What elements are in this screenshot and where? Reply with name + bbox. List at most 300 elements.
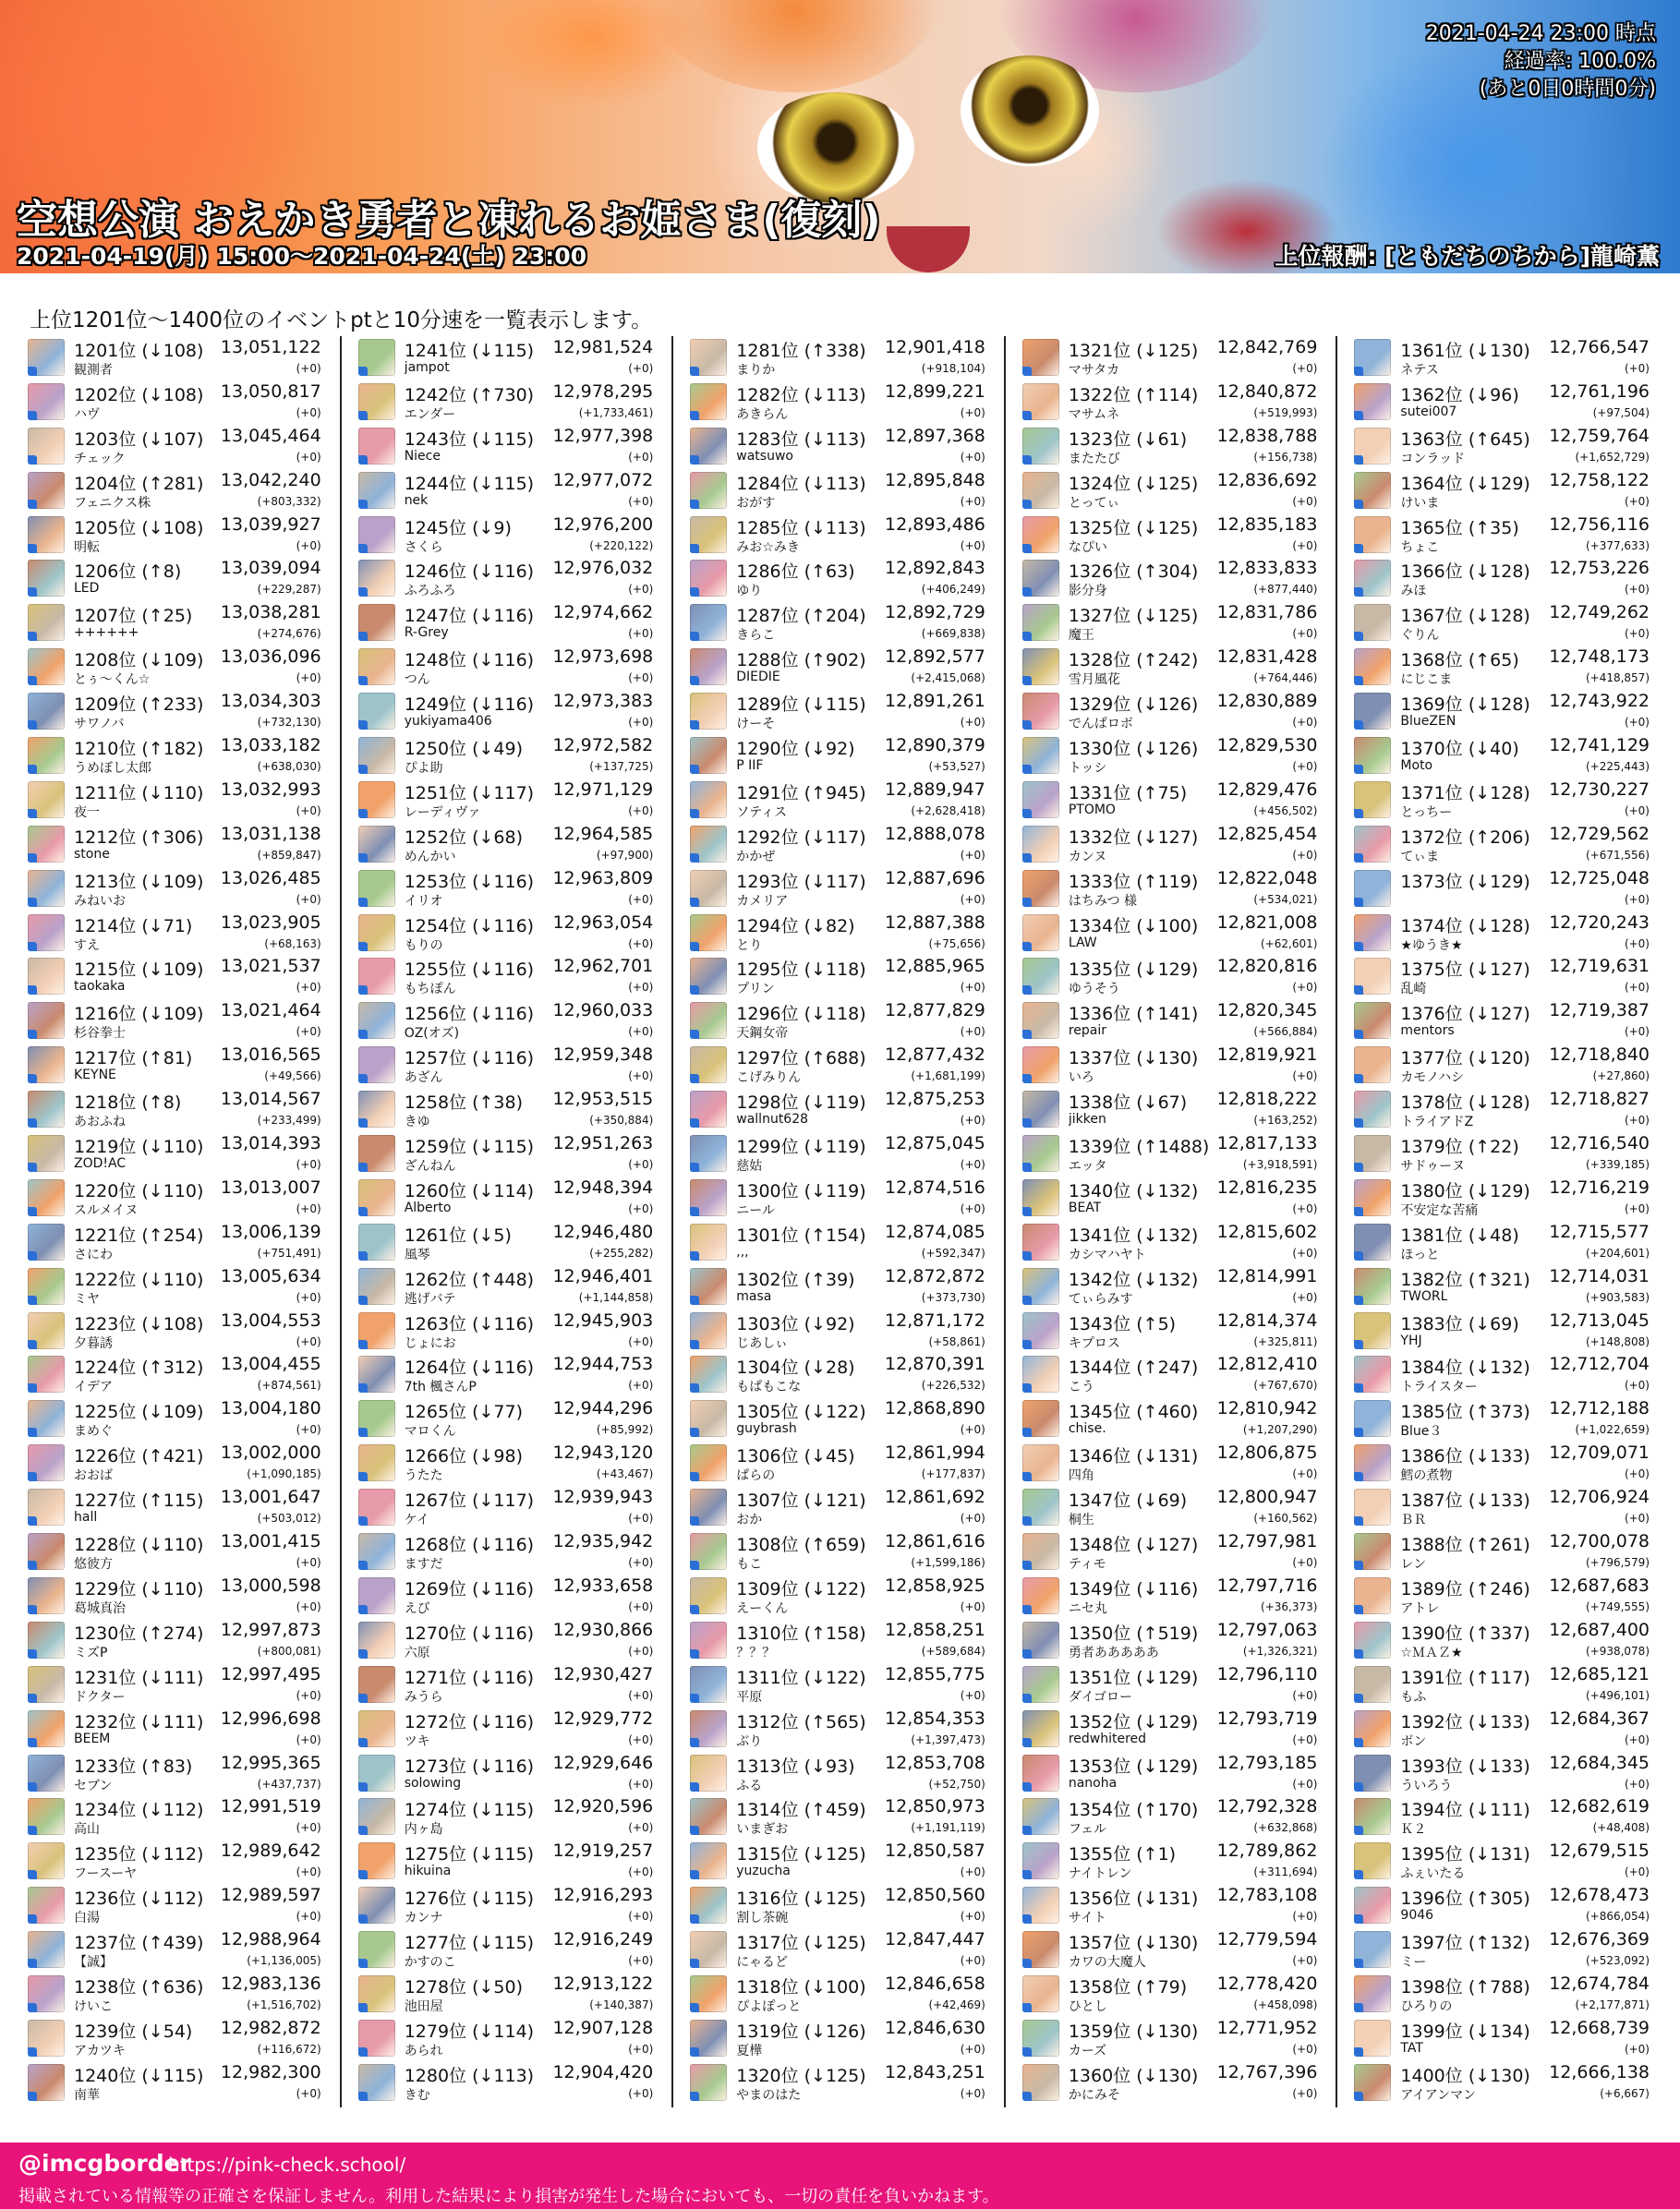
avatar	[358, 1135, 395, 1172]
points-delta: (+204,601)	[1585, 1246, 1650, 1260]
avatar	[1022, 1400, 1059, 1437]
points-delta: (+0)	[296, 1688, 321, 1702]
ranking-entry	[1006, 336, 1336, 380]
player-name: 南華	[74, 2087, 100, 2103]
ranking-entry	[1337, 469, 1668, 513]
ranking-entry	[24, 1708, 340, 1752]
points-delta: (+0)	[296, 1290, 321, 1304]
points-delta: (+0)	[960, 1865, 985, 1879]
banner-art-hair	[647, 0, 942, 92]
avatar	[28, 781, 65, 818]
points-delta: (+0)	[1292, 538, 1318, 552]
points-delta: (+0)	[1292, 1467, 1318, 1481]
avatar	[1022, 1002, 1059, 1039]
player-name: みほ	[1400, 584, 1427, 599]
avatar	[1354, 1931, 1391, 1968]
rank-label: 1294位 (↓82)	[736, 915, 855, 936]
rank-label: 1335位 (↓129)	[1068, 960, 1199, 981]
ranking-entry	[1006, 1442, 1336, 1486]
rank-label: 1392位 (↓133)	[1400, 1711, 1530, 1732]
player-name: かにみそ	[1068, 2087, 1120, 2103]
avatar	[1354, 1577, 1391, 1614]
avatar	[1022, 914, 1059, 951]
event-points: 12,989,597	[220, 1885, 321, 1906]
rank-label: 1224位 (↑312)	[74, 1358, 204, 1379]
event-points: 12,767,396	[1216, 2061, 1318, 2082]
avatar	[690, 428, 727, 465]
player-name: すえ	[74, 937, 100, 953]
avatar	[358, 737, 395, 774]
avatar	[690, 1179, 727, 1216]
rank-label: 1239位 (↓54)	[74, 2021, 193, 2042]
ranking-entry	[1006, 1884, 1336, 1928]
points-delta: (+140,387)	[589, 1998, 654, 2011]
event-points: 12,678,473	[1549, 1885, 1650, 1906]
avatar	[28, 1710, 65, 1747]
ranking-entry	[24, 646, 340, 690]
event-points: 12,846,658	[885, 1973, 985, 1994]
ranking-entry	[1006, 779, 1336, 823]
points-delta: (+0)	[1292, 1688, 1318, 1702]
ranking-entry	[673, 1397, 1004, 1442]
points-delta: (+1,136,005)	[247, 1954, 321, 1968]
avatar	[1022, 1444, 1059, 1481]
points-delta: (+226,532)	[921, 1379, 985, 1393]
ranking-column	[1336, 336, 1668, 2107]
player-name: アカツキ	[74, 2043, 126, 2058]
ranking-entry	[1337, 999, 1668, 1044]
event-points: 12,687,400	[1549, 1619, 1650, 1640]
points-delta: (+874,561)	[257, 1379, 321, 1393]
ranking-entry	[673, 557, 1004, 601]
event-points: 13,038,281	[220, 602, 321, 623]
rank-label: 1226位 (↑421)	[74, 1446, 204, 1467]
rank-label: 1389位 (↑246)	[1400, 1578, 1530, 1599]
player-name: yuzucha	[736, 1864, 791, 1879]
avatar	[690, 1002, 727, 1039]
event-points: 12,861,692	[885, 1487, 985, 1508]
avatar	[28, 2064, 65, 2101]
rank-label: 1371位 (↓128)	[1400, 782, 1530, 803]
player-name: レン	[1400, 1557, 1427, 1573]
ranking-entry	[24, 1973, 340, 2017]
event-points: 12,830,889	[1216, 691, 1318, 712]
player-name: ますだ	[404, 1557, 443, 1573]
points-delta: (+0)	[296, 981, 321, 995]
event-points: 12,753,226	[1549, 558, 1650, 579]
event-points: 13,031,138	[220, 823, 321, 844]
player-name: LAW	[1068, 935, 1097, 950]
points-delta: (+43,467)	[596, 1467, 654, 1481]
player-name: いろ	[1068, 1070, 1094, 1086]
rank-label: 1219位 (↓110)	[74, 1137, 204, 1158]
points-delta: (+48,408)	[1592, 1821, 1650, 1835]
rank-label: 1315位 (↓125)	[736, 1844, 866, 1865]
avatar	[1354, 339, 1391, 376]
avatar	[28, 648, 65, 685]
rank-label: 1222位 (↓110)	[74, 1269, 204, 1290]
ranking-entry	[342, 1353, 672, 1397]
rank-label: 1274位 (↓115)	[404, 1800, 535, 1821]
ranking-entry	[1006, 1486, 1336, 1530]
player-name: watsuwo	[736, 448, 793, 464]
player-name: ひとし	[1068, 1998, 1107, 2014]
event-points: 12,700,078	[1549, 1531, 1650, 1552]
rank-label: 1323位 (↓61)	[1068, 429, 1188, 450]
rank-label: 1259位 (↓115)	[404, 1137, 535, 1158]
rank-label: 1337位 (↓130)	[1068, 1048, 1199, 1069]
rank-label: 1212位 (↑306)	[74, 827, 204, 848]
points-delta: (+0)	[960, 538, 985, 552]
player-name: マロくん	[404, 1424, 456, 1440]
ranking-entry	[1006, 955, 1336, 999]
player-name: みうら	[404, 1689, 443, 1705]
ranking-entry	[342, 1132, 672, 1177]
points-delta: (+274,676)	[257, 627, 321, 641]
event-points: 12,829,476	[1216, 779, 1318, 800]
rank-label: 1286位 (↑63)	[736, 561, 855, 583]
points-delta: (+0)	[628, 1512, 654, 1526]
player-name: R-Grey	[404, 625, 449, 641]
points-delta: (+0)	[960, 892, 985, 906]
ranking-entry	[673, 469, 1004, 513]
points-delta: (+255,282)	[589, 1246, 654, 1260]
rank-label: 1374位 (↓128)	[1400, 915, 1530, 936]
avatar	[28, 1622, 65, 1659]
event-points: 13,033,182	[220, 735, 321, 756]
event-points: 12,891,261	[885, 691, 985, 712]
points-delta: (+225,443)	[1585, 760, 1650, 774]
player-name: まめぐ	[74, 1424, 113, 1440]
rank-label: 1225位 (↓109)	[74, 1402, 204, 1423]
rank-label: 1203位 (↓107)	[74, 429, 204, 450]
points-delta: (+0)	[960, 1025, 985, 1039]
ranking-entry	[24, 601, 340, 646]
player-name: さにわ	[74, 1247, 113, 1262]
player-name: えび	[404, 1600, 430, 1616]
event-points: 12,874,085	[885, 1221, 985, 1242]
ranking-entry	[24, 1884, 340, 1928]
rank-label: 1262位 (↑448)	[404, 1269, 535, 1290]
ranking-entry	[1006, 1221, 1336, 1265]
ranking-entry	[1337, 1088, 1668, 1132]
rank-label: 1370位 (↓40)	[1400, 739, 1519, 760]
avatar	[690, 914, 727, 951]
ranking-entry	[1006, 1752, 1336, 1796]
ranking-entry	[24, 1221, 340, 1265]
avatar	[1354, 472, 1391, 509]
rank-label: 1281位 (↑338)	[736, 341, 866, 361]
avatar	[690, 1666, 727, 1703]
event-points: 13,004,553	[220, 1310, 321, 1331]
avatar	[1354, 1887, 1391, 1924]
ranking-entry	[24, 469, 340, 513]
ranking-entry	[673, 955, 1004, 999]
avatar	[28, 737, 65, 774]
player-name: ティモ	[1068, 1557, 1106, 1573]
ranking-entry	[342, 1708, 672, 1752]
player-name: sutei007	[1400, 404, 1457, 419]
rank-label: 1245位 (↓9)	[404, 517, 512, 538]
player-name: あざん	[404, 1070, 443, 1086]
event-points: 12,892,577	[885, 646, 985, 668]
ranking-entry	[1006, 1177, 1336, 1221]
player-name: うめぼし太郎	[74, 761, 151, 777]
event-points: 12,946,401	[552, 1265, 654, 1286]
avatar	[1354, 2064, 1391, 2101]
ranking-entry	[1337, 734, 1668, 779]
rank-label: 1229位 (↓110)	[74, 1578, 204, 1599]
avatar	[28, 1489, 65, 1526]
rank-label: 1372位 (↑206)	[1400, 827, 1530, 848]
player-name: きらこ	[736, 628, 776, 644]
avatar	[28, 1356, 65, 1393]
ranking-entry	[342, 1088, 672, 1132]
ranking-entry	[24, 2017, 340, 2061]
player-name: カンナ	[404, 1911, 443, 1926]
avatar	[1022, 870, 1059, 907]
points-delta: (+0)	[1624, 1777, 1650, 1791]
event-points: 12,820,816	[1216, 956, 1318, 977]
rank-label: 1384位 (↓132)	[1400, 1358, 1530, 1379]
ranking-entry	[1006, 1265, 1336, 1310]
points-delta: (+0)	[1292, 1954, 1318, 1968]
ranking-entry	[673, 601, 1004, 646]
rank-label: 1207位 (↑25)	[74, 606, 193, 627]
event-points: 12,889,947	[885, 779, 985, 800]
rank-label: 1361位 (↓130)	[1400, 341, 1530, 361]
avatar	[28, 383, 65, 420]
points-delta: (+0)	[1292, 848, 1318, 862]
points-delta: (+0)	[1292, 716, 1318, 730]
player-name: TAT	[1400, 2040, 1423, 2056]
points-delta: (+0)	[628, 1069, 654, 1083]
avatar	[690, 1842, 727, 1879]
points-delta: (+0)	[1292, 1910, 1318, 1924]
rank-label: 1231位 (↓111)	[74, 1667, 204, 1688]
event-points: 12,901,418	[885, 337, 985, 357]
player-name: OZ(オズ)	[404, 1026, 460, 1042]
points-delta: (+503,012)	[257, 1512, 321, 1526]
avatar	[28, 1268, 65, 1305]
rank-label: 1327位 (↓125)	[1068, 606, 1199, 627]
ranking-entry	[673, 1840, 1004, 1884]
points-delta: (+523,092)	[1585, 1954, 1650, 1968]
points-delta: (+0)	[628, 1644, 654, 1658]
rank-label: 1388位 (↑261)	[1400, 1535, 1530, 1556]
avatar	[1354, 1975, 1391, 2012]
rank-label: 1233位 (↑83)	[74, 1756, 193, 1777]
event-points: 12,810,942	[1216, 1398, 1318, 1419]
rank-label: 1242位 (↑730)	[404, 384, 535, 405]
avatar	[1354, 1533, 1391, 1570]
points-delta: (+0)	[628, 716, 654, 730]
points-delta: (+418,857)	[1585, 671, 1650, 685]
points-delta: (+0)	[628, 494, 654, 508]
player-name: イリオ	[404, 893, 443, 909]
ranking-column	[340, 336, 672, 2107]
rank-label: 1380位 (↓129)	[1400, 1180, 1530, 1201]
points-delta: (+58,861)	[928, 1334, 985, 1348]
avatar	[690, 1400, 727, 1437]
points-delta: (+534,021)	[1253, 892, 1318, 906]
player-name: mentors	[1400, 1023, 1455, 1039]
ranking-entry	[1006, 1397, 1336, 1442]
avatar	[28, 1091, 65, 1128]
avatar	[28, 1887, 65, 1924]
ranking-entry	[1337, 646, 1668, 690]
player-name: 明転	[74, 539, 100, 555]
points-delta: (+632,868)	[1253, 1821, 1318, 1835]
player-name: jampot	[404, 360, 450, 375]
player-name: 不安定な苦痛	[1400, 1202, 1479, 1218]
points-delta: (+3,918,591)	[1242, 1158, 1318, 1172]
rank-label: 1288位 (↑902)	[736, 650, 866, 671]
player-name: 鱈の煮物	[1400, 1468, 1453, 1484]
rank-label: 1251位 (↓117)	[404, 782, 535, 803]
points-delta: (+0)	[296, 892, 321, 906]
footer-handle[interactable]: @imcgborder	[18, 2150, 191, 2177]
rank-label: 1358位 (↑79)	[1068, 1976, 1188, 1998]
player-name: nek	[404, 492, 429, 508]
rank-label: 1235位 (↓112)	[74, 1844, 204, 1865]
ranking-entry	[24, 513, 340, 558]
points-delta: (+1,652,729)	[1575, 450, 1650, 464]
points-delta: (+0)	[296, 1025, 321, 1039]
ranking-entry	[342, 1884, 672, 1928]
event-points: 12,933,658	[552, 1575, 654, 1596]
player-name: とり	[736, 937, 763, 953]
avatar	[690, 2020, 727, 2057]
rank-label: 1211位 (↓110)	[74, 782, 204, 803]
points-delta: (+42,469)	[928, 1998, 985, 2011]
ranking-entry	[24, 557, 340, 601]
event-points: 12,743,922	[1549, 691, 1650, 712]
player-name: ボン	[1400, 1733, 1427, 1749]
player-name: hall	[74, 1510, 98, 1526]
points-delta: (+0)	[628, 1688, 654, 1702]
avatar	[358, 472, 395, 509]
rank-label: 1257位 (↓116)	[404, 1048, 535, 1069]
avatar	[690, 870, 727, 907]
event-points: 12,682,619	[1549, 1796, 1650, 1817]
player-name: 乱崎	[1400, 982, 1427, 997]
points-delta: (+0)	[628, 1821, 654, 1835]
ranking-entry	[1337, 867, 1668, 911]
event-points: 12,988,964	[220, 1929, 321, 1950]
ranking-entry	[24, 911, 340, 956]
ranking-entry	[24, 867, 340, 911]
points-delta: (+0)	[1292, 1777, 1318, 1791]
event-points: 12,976,200	[552, 513, 654, 535]
player-name: フースーヤ	[74, 1866, 138, 1882]
ranking-entry	[1337, 557, 1668, 601]
avatar	[1022, 1135, 1059, 1172]
event-points: 12,935,942	[552, 1531, 654, 1552]
avatar	[1022, 737, 1059, 774]
avatar	[28, 914, 65, 951]
player-name: いまぎお	[736, 1822, 789, 1838]
player-name: 四角	[1068, 1468, 1094, 1484]
points-delta: (+36,373)	[1261, 1599, 1318, 1613]
update-time-block	[1426, 20, 1656, 103]
ranking-entry	[1337, 1708, 1668, 1752]
ranking-entry	[1337, 779, 1668, 823]
rank-label: 1359位 (↓130)	[1068, 2021, 1199, 2042]
event-points: 12,899,221	[885, 380, 985, 402]
rank-label: 1308位 (↑659)	[736, 1535, 866, 1556]
rank-label: 1300位 (↓119)	[736, 1180, 866, 1201]
rank-label: 1232位 (↓111)	[74, 1711, 204, 1732]
ranking-entry	[1337, 1044, 1668, 1088]
event-points: 12,874,516	[885, 1177, 985, 1198]
ranking-entry	[24, 1310, 340, 1354]
avatar	[1022, 2064, 1059, 2101]
player-name: カワの大魔人	[1068, 1955, 1146, 1971]
event-points: 12,759,764	[1549, 425, 1650, 446]
rank-label: 1394位 (↓111)	[1400, 1800, 1530, 1821]
rank-label: 1346位 (↓131)	[1068, 1446, 1199, 1467]
rank-label: 1319位 (↓126)	[736, 2021, 866, 2042]
event-points: 12,877,432	[885, 1044, 985, 1066]
avatar	[690, 1533, 727, 1570]
rank-label: 1368位 (↑65)	[1400, 650, 1519, 671]
avatar	[690, 958, 727, 995]
points-delta: (+0)	[1624, 1467, 1650, 1481]
event-points: 12,895,848	[885, 469, 985, 490]
ranking-entry	[1337, 955, 1668, 999]
rank-label: 1306位 (↓45)	[736, 1446, 855, 1467]
avatar	[1022, 1577, 1059, 1614]
ranking-entry	[673, 779, 1004, 823]
player-name: カモノハシ	[1400, 1070, 1465, 1086]
ranking-entry	[342, 1663, 672, 1708]
points-delta: (+325,811)	[1253, 1334, 1318, 1348]
ranking-entry	[24, 1752, 340, 1796]
avatar	[1354, 383, 1391, 420]
avatar	[1022, 826, 1059, 863]
player-name: ほっと	[1400, 1247, 1440, 1262]
rank-label: 1349位 (↓116)	[1068, 1578, 1199, 1599]
event-points: 12,846,630	[885, 2017, 985, 2038]
avatar	[358, 1091, 395, 1128]
points-delta: (+0)	[1292, 1290, 1318, 1304]
footer-url[interactable]: https://pink-check.school/	[168, 2154, 406, 2176]
rank-label: 1360位 (↓130)	[1068, 2065, 1199, 2086]
ranking-entry	[24, 1619, 340, 1663]
ranking-entry	[342, 1619, 672, 1663]
rank-label: 1253位 (↓116)	[404, 871, 535, 892]
event-points: 13,014,393	[220, 1133, 321, 1154]
ranking-entry	[1337, 1486, 1668, 1530]
ranking-entry	[1006, 513, 1336, 558]
ranking-entry	[342, 955, 672, 999]
rank-label: 1355位 (↑1)	[1068, 1844, 1177, 1865]
ranking-entry	[342, 646, 672, 690]
points-delta: (+0)	[1624, 1025, 1650, 1039]
avatar	[358, 1224, 395, 1261]
points-delta: (+732,130)	[257, 716, 321, 730]
event-points: 12,815,602	[1216, 1221, 1318, 1242]
player-name: KEYNE	[74, 1068, 116, 1083]
points-delta: (+589,684)	[921, 1644, 985, 1658]
list-caption: 上位1201位～1400位のイベントptと10分速を一覧表示します。	[30, 308, 653, 332]
ranking-entry	[24, 1530, 340, 1575]
rank-label: 1398位 (↑788)	[1400, 1976, 1530, 1998]
player-name: ナイトレン	[1068, 1866, 1132, 1882]
rank-label: 1365位 (↑35)	[1400, 517, 1519, 538]
event-points: 12,679,515	[1549, 1841, 1650, 1862]
